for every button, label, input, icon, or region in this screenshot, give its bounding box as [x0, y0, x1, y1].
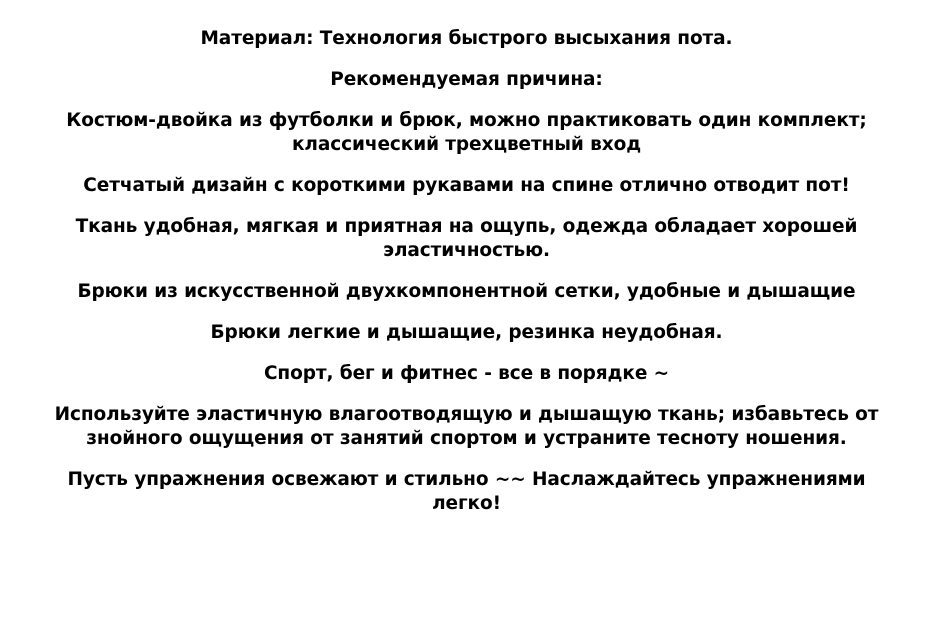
feature-elastic-fabric: Используйте эластичную влагоотводящую и дышащую ткань; избавьтесь от знойного ощущения от занятий спортом и устраните тесноту ношения.: [54, 404, 879, 449]
feature-sports-usage: Спорт, бег и фитнес - все в порядке ~: [263, 363, 670, 384]
feature-pants-mesh: Брюки из искусственной двухкомпонентной сетки, удобные и дышащие: [77, 281, 856, 302]
feature-suit-set: Костюм-двойка из футболки и брюк, можно практиковать один комплект; классический трехцветный вход: [66, 110, 867, 155]
feature-pants-light: Брюки легкие и дышащие, резинка неудобная.: [210, 322, 723, 343]
material-line: Материал: Технология быстрого высыхания пота.: [200, 28, 733, 49]
closing-line: Пусть упражнения освежают и стильно ~~ Наслаждайтесь упражнениями легко!: [67, 469, 866, 514]
feature-mesh-design: Сетчатый дизайн с короткими рукавами на спине отлично отводит пот!: [83, 175, 850, 196]
feature-fabric-comfort: Ткань удобная, мягкая и приятная на ощупь, одежда обладает хорошей эластичностью.: [75, 216, 858, 261]
recommendation-heading: Рекомендуемая причина:: [330, 69, 603, 90]
